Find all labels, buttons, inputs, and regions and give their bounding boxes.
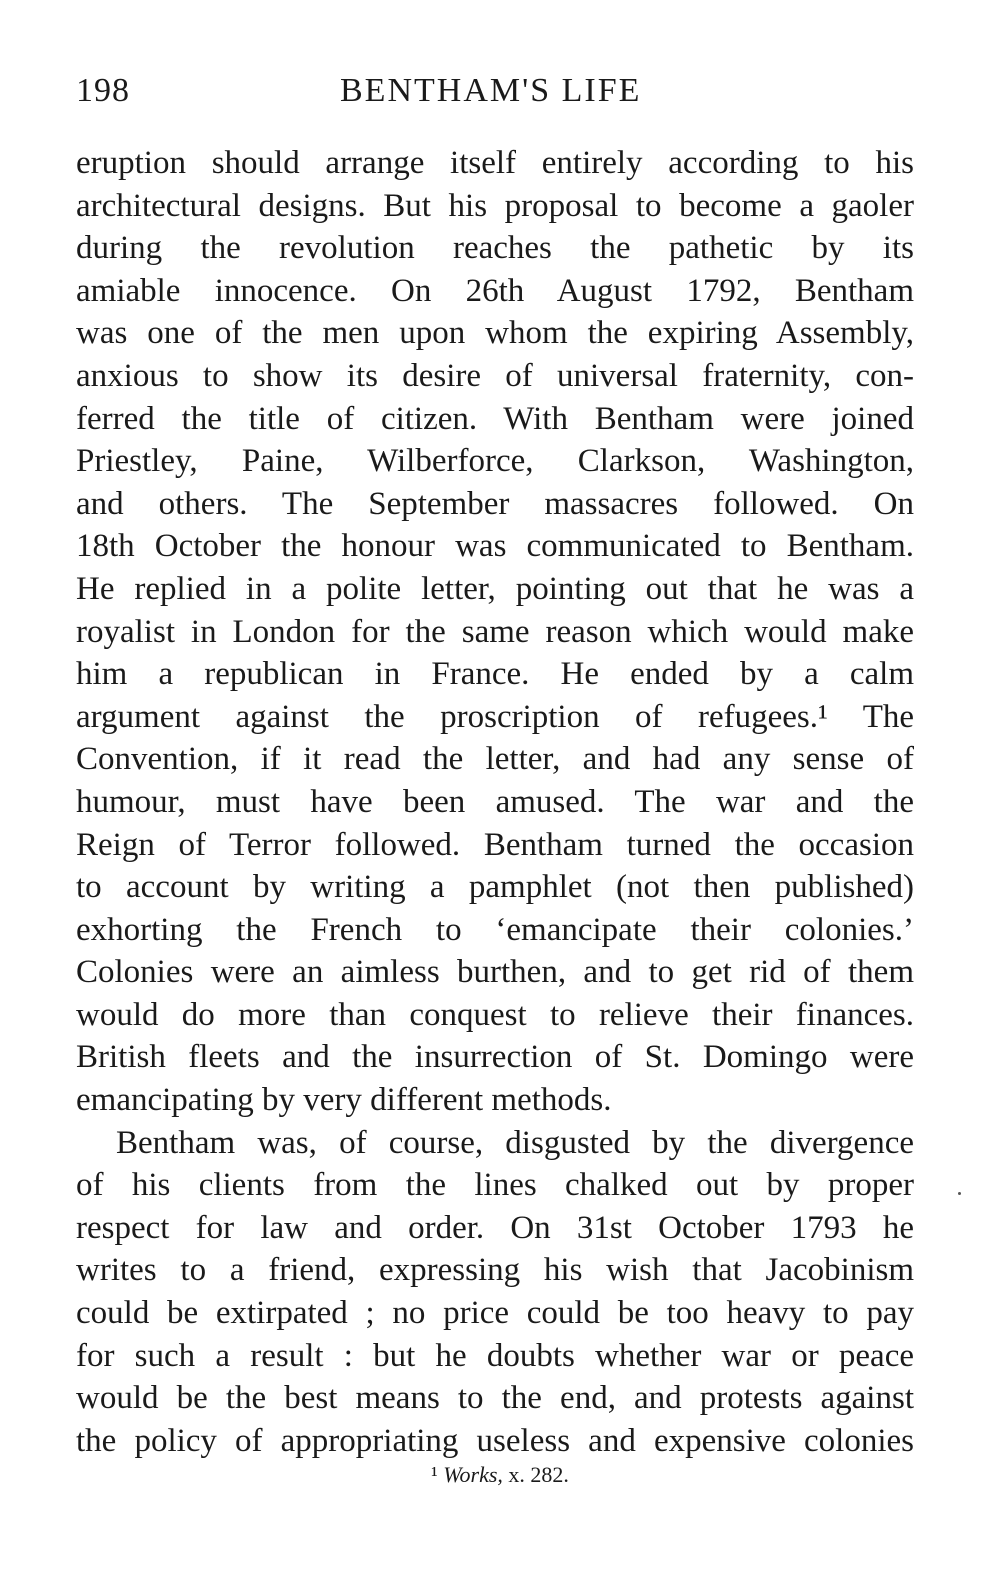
text-line: and others. The September massacres followed. On	[76, 485, 914, 522]
text-line: him a republican in France. He ended by a calm	[76, 656, 914, 693]
text-line: eruption should arrange itself entirely according to his	[76, 145, 914, 181]
text-line: amiable innocence. On 26th August 1792, Bentham	[76, 272, 914, 309]
text-line: was one of the men upon whom the expiring Assembly,	[76, 315, 914, 352]
text-line: royalist in London for the same reason which would make	[76, 613, 914, 650]
footnote-location: x. 282.	[508, 1462, 569, 1487]
text-line: respect for law and order. On 31st October 1793 he	[76, 1209, 914, 1246]
text-line: would do more than conquest to relieve their finances.	[76, 996, 914, 1033]
text-line: of his clients from the lines chalked out by proper	[76, 1167, 914, 1204]
text-line: would be the best means to the end, and protests against	[76, 1380, 914, 1417]
text-line: humour, must have been amused. The war and the	[76, 783, 914, 820]
text-line: during the revolution reaches the pathetic by its	[76, 230, 914, 267]
paragraph-start-line: Bentham was, of course, disgusted by the divergence	[116, 1124, 914, 1161]
text-line: ferred the title of citizen. With Bentham were joined	[76, 400, 914, 437]
body-text	[76, 142, 914, 1462]
footnote-reference: Works,	[443, 1462, 503, 1487]
footnote	[0, 1462, 1000, 1488]
text-line: 18th October the honour was communicated to Bentham.	[76, 528, 914, 565]
text-line: Reign of Terror followed. Bentham turned the occasion	[76, 826, 914, 863]
text-line: exhorting the French to ‘emancipate their colonies.’	[76, 911, 914, 948]
text-line: the policy of appropriating useless and expensive colonies	[76, 1422, 914, 1459]
running-title: BENTHAM'S LIFE	[340, 72, 642, 109]
text-line: argument against the proscription of refugees.¹ The	[76, 698, 914, 735]
text-line: He replied in a polite letter, pointing out that he was a	[76, 570, 914, 607]
text-line: architectural designs. But his proposal to become a gaoler	[76, 187, 914, 224]
text-line: writes to a friend, expressing his wish that Jacobinism	[76, 1252, 914, 1289]
text-line: British fleets and the insurrection of St. Domingo were	[76, 1039, 914, 1076]
text-line: anxious to show its desire of universal fraternity, con-	[76, 357, 914, 394]
text-line: to account by writing a pamphlet (not then published)	[76, 869, 914, 906]
text-line: Convention, if it read the letter, and had any sense of	[76, 741, 914, 778]
text-line: for such a result : but he doubts whether war or peace	[76, 1337, 914, 1374]
text-line: Colonies were an aimless burthen, and to get rid of them	[76, 954, 914, 991]
footnote-marker: ¹	[431, 1462, 438, 1487]
page-number: 198	[76, 72, 130, 109]
text-line: could be extirpated ; no price could be too heavy to pay	[76, 1295, 914, 1332]
text-line: Priestley, Paine, Wilberforce, Clarkson, Washington,	[76, 443, 914, 480]
print-speck	[958, 1192, 961, 1195]
paragraph-end-line: emancipating by very different methods.	[76, 1082, 612, 1119]
